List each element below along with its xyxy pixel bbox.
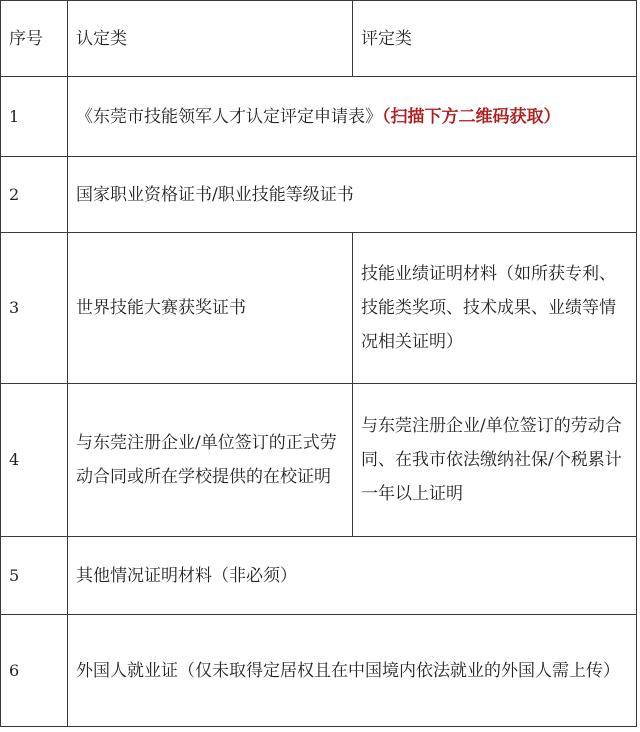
table-row	[1, 537, 637, 615]
table-row	[1, 157, 637, 233]
table-row	[1, 77, 637, 157]
table-row	[1, 233, 637, 384]
table-row	[1, 384, 637, 537]
row-number: 2	[1, 157, 68, 233]
qr-code-note: （扫描下方二维码获取）	[382, 106, 561, 127]
table-row	[1, 615, 637, 727]
row-recognition: 与东莞注册企业/单位签订的正式劳动合同或所在学校提供的在校证明	[68, 384, 353, 537]
row-recognition: 世界技能大赛获奖证书	[68, 233, 353, 384]
row-number: 3	[1, 233, 68, 384]
header-evaluation: 评定类	[353, 1, 637, 77]
row-number: 4	[1, 384, 68, 537]
row-number: 6	[1, 615, 68, 727]
row-content	[68, 77, 637, 157]
application-form-name: 《东莞市技能领军人才认定评定申请表》	[76, 106, 382, 127]
table-header-row	[1, 1, 637, 77]
row-evaluation: 技能业绩证明材料（如所获专利、技能类奖项、技术成果、业绩等情况相关证明）	[353, 233, 637, 384]
header-recognition: 认定类	[68, 1, 353, 77]
row-number: 5	[1, 537, 68, 615]
row-number: 1	[1, 77, 68, 157]
header-no: 序号	[1, 1, 68, 77]
row-content: 其他情况证明材料（非必须）	[68, 537, 637, 615]
row-content: 外国人就业证（仅未取得定居权且在中国境内依法就业的外国人需上传）	[68, 615, 637, 727]
row-evaluation: 与东莞注册企业/单位签订的劳动合同、在我市依法缴纳社保/个税累计一年以上证明	[353, 384, 637, 537]
row-content: 国家职业资格证书/职业技能等级证书	[68, 157, 637, 233]
